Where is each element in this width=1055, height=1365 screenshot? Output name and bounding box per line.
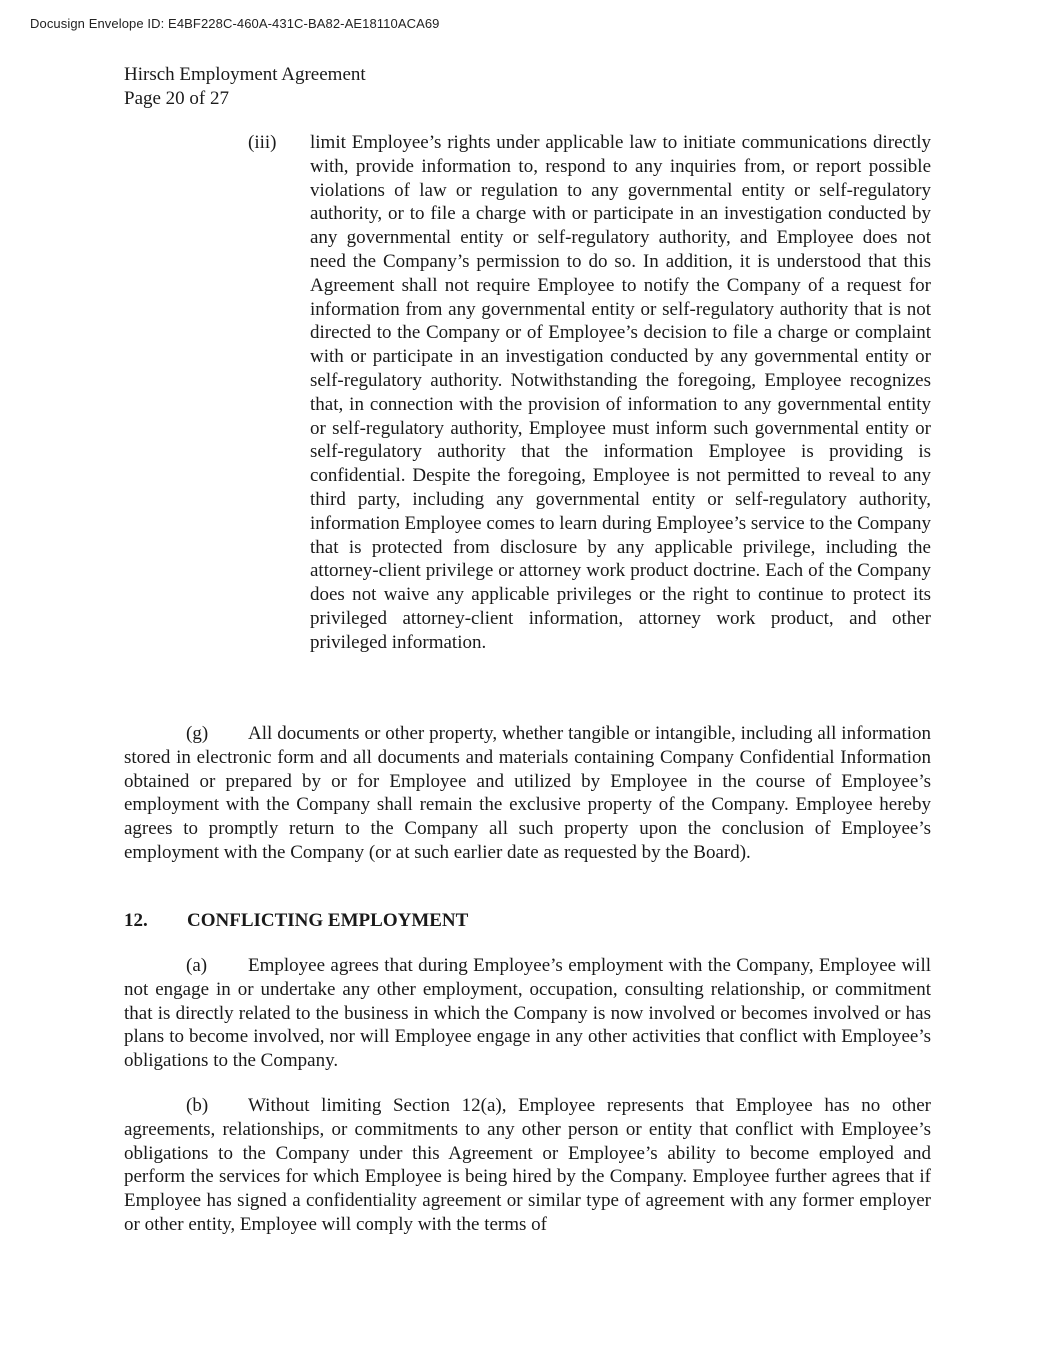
section-12-number: 12. [124, 910, 148, 931]
clause-iii-text: limit Employee’s rights under applicable law to initiate communications directly with, provide information to, respond to any inquiries from, or report possible violations of law or regulation to any governmental entity or self-regulatory authority, or to file a charge with or participate in an investigation conducted by any governmental entity or self-regulatory authority, and Employee does not need the Company’s permission to do so. In addition, it is understood that this Agreement shall not require Employee to notify the Company of a request for information from any governmental entity or self-regulatory authority that is not directed to the Company or of Employee’s decision to file a charge or complaint with or participate in an investigation conducted by any governmental entity or self-regulatory authority. Notwithstanding the foregoing, Employee recognizes that, in connection with the provision of information to any governmental entity or self-regulatory authority, Employee must inform such governmental entity or self-regulatory authority that the information Employee is providing is confidential. Despite the foregoing, Employee is not permitted to reveal to any third party, including any governmental entity or self-regulatory authority, information Employee comes to learn during Employee’s service to the Company that is protected from disclosure by any applicable privilege, including the attorney-client privilege or attorney work product doctrine. Each of the Company does not waive any applicable privileges or the right to continue to protect its privileged attorney-client information, attorney work product, and other privileged information. [310, 132, 931, 653]
paragraph-g [124, 722, 931, 865]
docusign-envelope-id: Docusign Envelope ID: E4BF228C-460A-431C-BA82-AE18110ACA69 [30, 16, 440, 31]
paragraph-12a-text: Employee agrees that during Employee’s employment with the Company, Employee will not engage in or undertake any other employment, occupation, consulting relationship, or commitment that is directly related to the business in which the Company is now involved or becomes involved or has plans to become involved, nor will Employee engage in any other activities that conflict with Employee’s obligations to the Company. [124, 955, 931, 1072]
paragraph-12b-text: Without limiting Section 12(a), Employee represents that Employee has no other agreements, relationships, or commitments to any other person or entity that conflict with Employee’s obligations to the Company under this Agreement or Employee’s ability to become employed and perform the services for which Employee is being hired by the Company. Employee further agrees that if Employee has signed a confidentiality agreement or similar type of agreement with any former employer or other entity, Employee will comply with the terms of [124, 1095, 931, 1235]
document-title: Hirsch Employment Agreement [124, 64, 366, 85]
paragraph-g-label: (g) [186, 723, 209, 744]
section-12-heading [124, 909, 468, 933]
paragraph-g-text: All documents or other property, whether tangible or intangible, including all information stored in electronic form and all documents and materials containing Company Confidential Information obtained or prepared by or for Employee and utilized by Employee in the course of Employee’s employment with the Company shall remain the exclusive property of the Company. Employee hereby agrees to promptly return to the Company all such property upon the conclusion of Employee’s employment with the Company (or at such earlier date as requested by the Board). [124, 723, 931, 863]
paragraph-12b [124, 1094, 931, 1237]
paragraph-12a-label: (a) [186, 955, 208, 976]
section-12-title: CONFLICTING EMPLOYMENT [187, 910, 469, 931]
clause-iii-label: (iii) [248, 132, 277, 153]
paragraph-12a [124, 954, 931, 1073]
paragraph-12b-label: (b) [186, 1095, 209, 1116]
page-header [124, 63, 366, 111]
clause-iii [248, 131, 931, 655]
page-number: Page 20 of 27 [124, 88, 230, 109]
